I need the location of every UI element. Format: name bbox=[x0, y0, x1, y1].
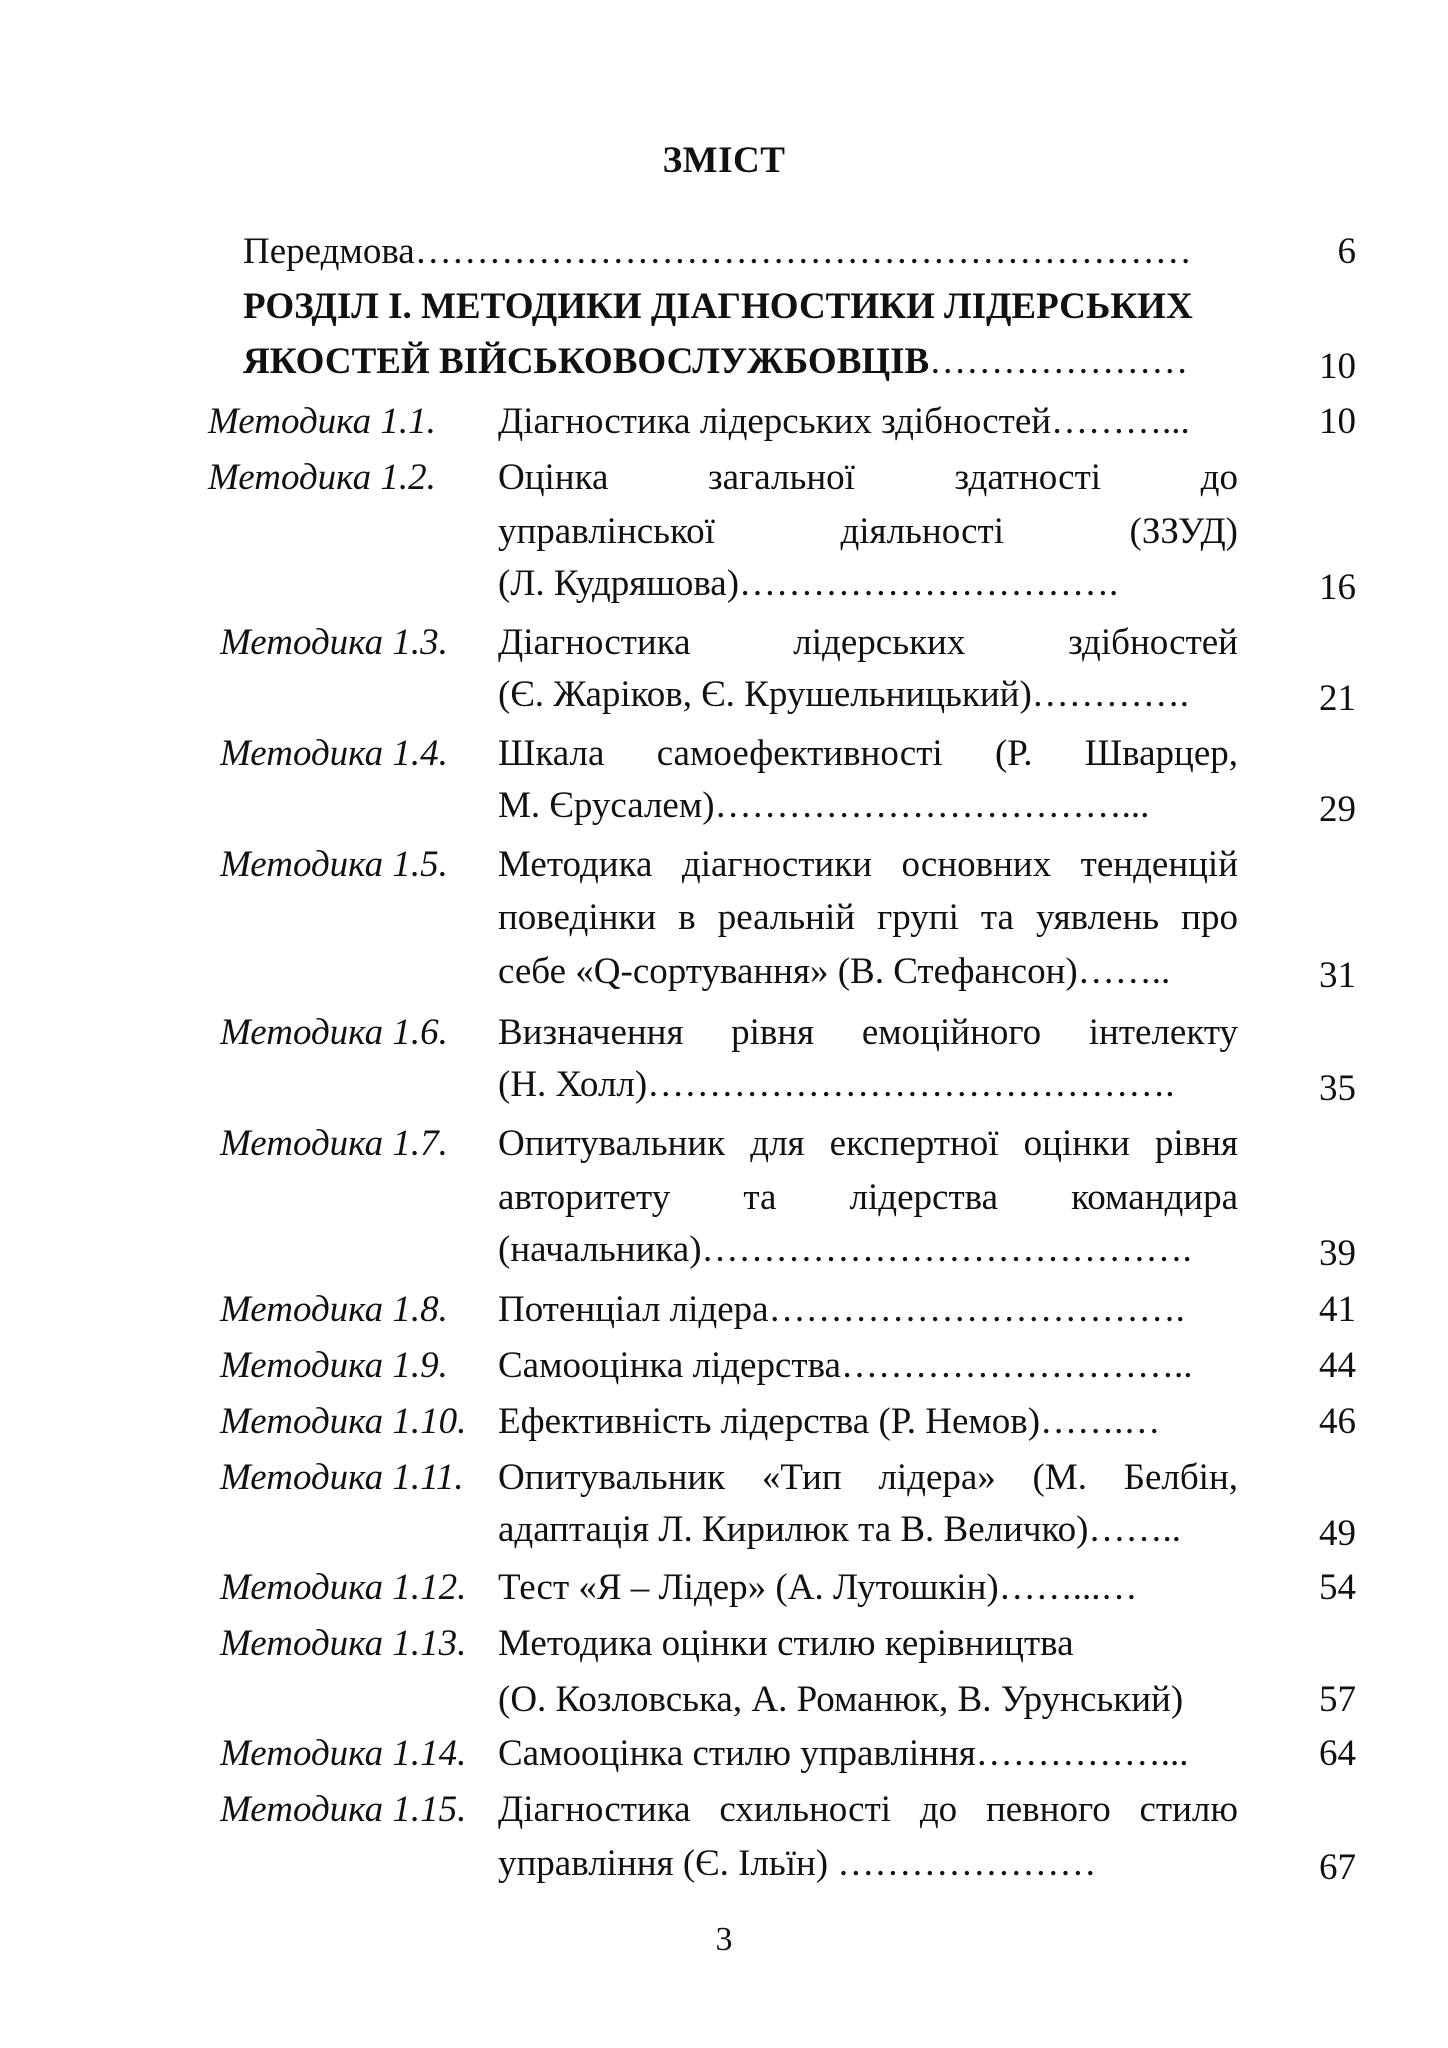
toc-item-page: 57 bbox=[1319, 1679, 1356, 1720]
toc-item-line: поведінки в реальній групі та уявлень про bbox=[498, 897, 1238, 938]
toc-item-page: 46 bbox=[1319, 1401, 1356, 1442]
toc-item-label: Методика 1.2. bbox=[208, 457, 436, 498]
toc-item-line: Самооцінка стилю управління……………... bbox=[498, 1733, 1189, 1774]
toc-item-page: 54 bbox=[1319, 1567, 1356, 1608]
toc-item-line: (О. Козловська, А. Романюк, В. Урунський) bbox=[498, 1679, 1184, 1720]
toc-item-label: Методика 1.13. bbox=[220, 1623, 467, 1664]
toc-item-label: Методика 1.12. bbox=[220, 1567, 467, 1608]
toc-item-label: Методика 1.6. bbox=[220, 1012, 448, 1053]
toc-item-line: Опитувальник «Тип лідера» (М. Белбін, bbox=[498, 1457, 1238, 1498]
toc-item-page: 44 bbox=[1319, 1345, 1356, 1386]
toc-item-page: 39 bbox=[1319, 1233, 1356, 1274]
toc-item-label: Методика 1.5. bbox=[220, 844, 448, 885]
toc-item-page: 10 bbox=[1319, 401, 1356, 442]
toc-item-page: 21 bbox=[1319, 678, 1356, 719]
toc-item-line: Самооцінка лідерства……………………….. bbox=[498, 1345, 1193, 1386]
toc-item-line: авторитету та лідерства командира bbox=[498, 1177, 1238, 1218]
page-title: ЗМІСТ bbox=[662, 140, 786, 181]
toc-section-page: 10 bbox=[1319, 346, 1356, 387]
toc-section-title-line1: РОЗДІЛ І. МЕТОДИКИ ДІАГНОСТИКИ ЛІДЕРСЬКИХ bbox=[243, 286, 1193, 327]
toc-item-line: (Л. Кудряшова)…………………………. bbox=[498, 563, 1119, 604]
toc-item-line: (Є. Жаріков, Є. Крушельницький)…………. bbox=[498, 674, 1190, 715]
toc-preface-page: 6 bbox=[1337, 231, 1356, 272]
toc-item-label: Методика 1.11. bbox=[220, 1457, 464, 1498]
toc-item-line: Потенціал лідера……………………………. bbox=[498, 1289, 1185, 1330]
toc-item-label: Методика 1.7. bbox=[220, 1123, 448, 1164]
toc-item-label: Методика 1.10. bbox=[220, 1401, 467, 1442]
toc-item-line: Діагностика схильності до певного стилю bbox=[498, 1789, 1238, 1830]
toc-item-label: Методика 1.4. bbox=[220, 733, 448, 774]
toc-item-line: (начальника)…………………………………. bbox=[498, 1229, 1192, 1270]
toc-item-line: Діагностика лідерських здібностей bbox=[498, 622, 1238, 663]
toc-item-line: себе «Q-сортування» (В. Стефансон)…….. bbox=[498, 951, 1171, 992]
toc-item-page: 67 bbox=[1319, 1847, 1356, 1888]
page-number: 3 bbox=[715, 1921, 733, 1958]
toc-item-line: Діагностика лідерських здібностей………... bbox=[498, 401, 1190, 442]
toc-item-page: 31 bbox=[1319, 955, 1356, 996]
toc-item-line: Оцінка загальної здатності до bbox=[498, 457, 1238, 498]
toc-item-line: адаптація Л. Кирилюк та В. Величко)…….. bbox=[498, 1509, 1181, 1550]
toc-item-label: Методика 1.8. bbox=[220, 1289, 448, 1330]
toc-preface-title: Передмова……………………………………………………… bbox=[243, 231, 1192, 272]
toc-item-line: Ефективність лідерства (Р. Немов)…….… bbox=[498, 1401, 1161, 1442]
toc-item-label: Методика 1.14. bbox=[220, 1733, 467, 1774]
toc-item-label: Методика 1.1. bbox=[208, 401, 436, 442]
toc-item-label: Методика 1.15. bbox=[220, 1789, 467, 1830]
toc-item-line: (Н. Холл)……………………………………. bbox=[498, 1064, 1175, 1105]
toc-item-line: Шкала самоефективності (Р. Шварцер, bbox=[498, 733, 1238, 774]
toc-item-line: Методика оцінки стилю керівництва bbox=[498, 1623, 1074, 1664]
toc-item-page: 64 bbox=[1319, 1733, 1356, 1774]
toc-item-page: 41 bbox=[1319, 1289, 1356, 1330]
toc-item-line: Визначення рівня емоційного інтелекту bbox=[498, 1012, 1238, 1053]
toc-item-line: управлінської діяльності (ЗЗУД) bbox=[498, 511, 1238, 552]
toc-section-title-line2 bbox=[243, 340, 1188, 384]
toc-item-page: 29 bbox=[1319, 789, 1356, 830]
toc-item-label: Методика 1.3. bbox=[220, 622, 448, 663]
toc-item-page: 16 bbox=[1319, 567, 1356, 608]
toc-item-label: Методика 1.9. bbox=[220, 1345, 448, 1386]
toc-item-page: 49 bbox=[1319, 1513, 1356, 1554]
toc-section-leader-dots: ………………… bbox=[929, 341, 1189, 382]
toc-item-line: Тест «Я – Лідер» (А. Лутошкін)……...… bbox=[498, 1567, 1138, 1608]
toc-section-title-text: ЯКОСТЕЙ ВІЙСЬКОВОСЛУЖБОВЦІВ bbox=[243, 341, 930, 382]
toc-item-page: 35 bbox=[1319, 1068, 1356, 1109]
toc-item-line: М. Єрусалем)……………………………... bbox=[498, 785, 1150, 826]
toc-item-line: Опитувальник для експертної оцінки рівня bbox=[498, 1123, 1238, 1164]
toc-item-line: Методика діагностики основних тенденцій bbox=[498, 844, 1238, 885]
toc-item-line: управління (Є. Ільїн) ………………… bbox=[498, 1843, 1097, 1884]
